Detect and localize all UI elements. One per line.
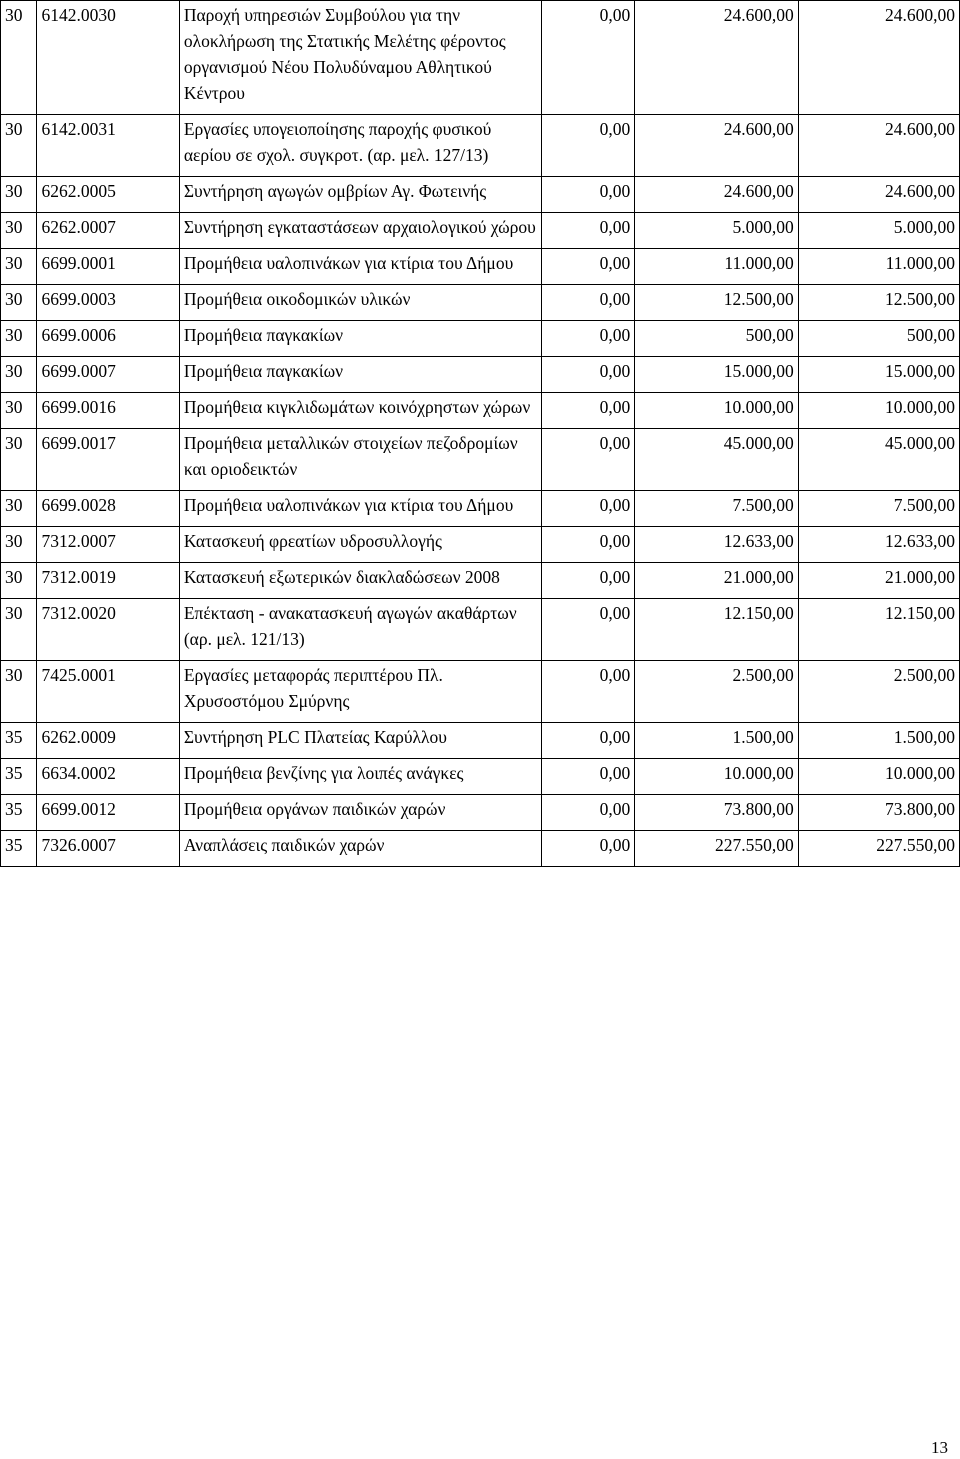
value-change: 12.500,00: [635, 285, 799, 321]
value-change: 7.500,00: [635, 491, 799, 527]
description: Προμήθεια παγκακίων: [179, 357, 541, 393]
description: Προμήθεια μεταλλικών στοιχείων πεζοδρομίων και οριοδεικτών: [179, 429, 541, 491]
value-change: 21.000,00: [635, 563, 799, 599]
account-code: 6142.0030: [37, 1, 179, 115]
value-initial: 0,00: [542, 285, 635, 321]
table-row: [1, 759, 960, 795]
value-final: 12.633,00: [798, 527, 959, 563]
value-change: 15.000,00: [635, 357, 799, 393]
value-initial: 0,00: [542, 795, 635, 831]
account-code: 6699.0017: [37, 429, 179, 491]
value-final: 45.000,00: [798, 429, 959, 491]
value-change: 12.633,00: [635, 527, 799, 563]
table-row: [1, 213, 960, 249]
value-final: 24.600,00: [798, 115, 959, 177]
department-code: 30: [1, 249, 37, 285]
value-final: 12.150,00: [798, 599, 959, 661]
budget-table-body: [1, 1, 960, 867]
table-row: [1, 177, 960, 213]
description: Παροχή υπηρεσιών Συμβούλου για την ολοκλήρωση της Στατικής Μελέτης φέροντος οργανισμού Νέου Πολυδύναμου Αθλητικού Κέντρου: [179, 1, 541, 115]
table-row: [1, 321, 960, 357]
account-code: 6699.0006: [37, 321, 179, 357]
value-final: 15.000,00: [798, 357, 959, 393]
department-code: 30: [1, 285, 37, 321]
value-initial: 0,00: [542, 1, 635, 115]
value-initial: 0,00: [542, 321, 635, 357]
table-row: [1, 599, 960, 661]
account-code: 6699.0007: [37, 357, 179, 393]
department-code: 30: [1, 661, 37, 723]
department-code: 35: [1, 831, 37, 867]
value-change: 1.500,00: [635, 723, 799, 759]
value-change: 227.550,00: [635, 831, 799, 867]
table-row: [1, 1, 960, 115]
department-code: 30: [1, 357, 37, 393]
account-code: 7425.0001: [37, 661, 179, 723]
table-row: [1, 563, 960, 599]
value-initial: 0,00: [542, 831, 635, 867]
account-code: 6262.0007: [37, 213, 179, 249]
value-initial: 0,00: [542, 213, 635, 249]
table-row: [1, 661, 960, 723]
account-code: 7312.0020: [37, 599, 179, 661]
value-final: 11.000,00: [798, 249, 959, 285]
value-initial: 0,00: [542, 723, 635, 759]
account-code: 6699.0001: [37, 249, 179, 285]
value-initial: 0,00: [542, 661, 635, 723]
value-initial: 0,00: [542, 115, 635, 177]
description: Προμήθεια οργάνων παιδικών χαρών: [179, 795, 541, 831]
department-code: 30: [1, 177, 37, 213]
description: Εργασίες υπογειοποίησης παροχής φυσικού αερίου σε σχολ. συγκροτ. (αρ. μελ. 127/13): [179, 115, 541, 177]
table-row: [1, 491, 960, 527]
description: Αναπλάσεις παιδικών χαρών: [179, 831, 541, 867]
department-code: 30: [1, 563, 37, 599]
value-initial: 0,00: [542, 429, 635, 491]
account-code: 6699.0028: [37, 491, 179, 527]
value-final: 24.600,00: [798, 1, 959, 115]
page-number: 13: [931, 1438, 948, 1457]
account-code: 7326.0007: [37, 831, 179, 867]
value-change: 10.000,00: [635, 759, 799, 795]
account-code: 6699.0012: [37, 795, 179, 831]
description: Κατασκευή εξωτερικών διακλαδώσεων 2008: [179, 563, 541, 599]
account-code: 6634.0002: [37, 759, 179, 795]
table-row: [1, 527, 960, 563]
department-code: 35: [1, 795, 37, 831]
value-initial: 0,00: [542, 177, 635, 213]
value-change: 12.150,00: [635, 599, 799, 661]
value-final: 24.600,00: [798, 177, 959, 213]
value-initial: 0,00: [542, 759, 635, 795]
table-row: [1, 249, 960, 285]
department-code: 30: [1, 491, 37, 527]
table-row: [1, 723, 960, 759]
description: Κατασκευή φρεατίων υδροσυλλογής: [179, 527, 541, 563]
value-initial: 0,00: [542, 599, 635, 661]
account-code: 6142.0031: [37, 115, 179, 177]
value-change: 11.000,00: [635, 249, 799, 285]
department-code: 30: [1, 213, 37, 249]
table-row: [1, 795, 960, 831]
value-change: 73.800,00: [635, 795, 799, 831]
value-final: 500,00: [798, 321, 959, 357]
value-final: 12.500,00: [798, 285, 959, 321]
account-code: 7312.0019: [37, 563, 179, 599]
table-row: [1, 115, 960, 177]
department-code: 30: [1, 1, 37, 115]
department-code: 30: [1, 599, 37, 661]
value-initial: 0,00: [542, 393, 635, 429]
account-code: 6262.0005: [37, 177, 179, 213]
value-final: 21.000,00: [798, 563, 959, 599]
value-initial: 0,00: [542, 563, 635, 599]
department-code: 35: [1, 723, 37, 759]
value-final: 10.000,00: [798, 393, 959, 429]
description: Προμήθεια οικοδομικών υλικών: [179, 285, 541, 321]
table-row: [1, 393, 960, 429]
value-change: 24.600,00: [635, 115, 799, 177]
description: Προμήθεια βενζίνης για λοιπές ανάγκες: [179, 759, 541, 795]
value-change: 45.000,00: [635, 429, 799, 491]
value-change: 24.600,00: [635, 177, 799, 213]
description: Προμήθεια υαλοπινάκων για κτίρια του Δήμου: [179, 491, 541, 527]
department-code: 35: [1, 759, 37, 795]
value-change: 5.000,00: [635, 213, 799, 249]
value-final: 2.500,00: [798, 661, 959, 723]
value-change: 2.500,00: [635, 661, 799, 723]
value-initial: 0,00: [542, 491, 635, 527]
department-code: 30: [1, 429, 37, 491]
table-row: [1, 285, 960, 321]
value-final: 73.800,00: [798, 795, 959, 831]
account-code: 6699.0016: [37, 393, 179, 429]
department-code: 30: [1, 393, 37, 429]
value-final: 1.500,00: [798, 723, 959, 759]
department-code: 30: [1, 321, 37, 357]
value-initial: 0,00: [542, 249, 635, 285]
department-code: 30: [1, 115, 37, 177]
value-change: 10.000,00: [635, 393, 799, 429]
description: Συντήρηση PLC Πλατείας Καρύλλου: [179, 723, 541, 759]
value-final: 5.000,00: [798, 213, 959, 249]
table-row: [1, 429, 960, 491]
account-code: 6699.0003: [37, 285, 179, 321]
description: Συντήρηση εγκαταστάσεων αρχαιολογικού χώρου: [179, 213, 541, 249]
value-change: 500,00: [635, 321, 799, 357]
description: Προμήθεια υαλοπινάκων για κτίρια του Δήμου: [179, 249, 541, 285]
description: Εργασίες μεταφοράς περιπτέρου Πλ. Χρυσοστόμου Σμύρνης: [179, 661, 541, 723]
table-row: [1, 831, 960, 867]
value-final: 7.500,00: [798, 491, 959, 527]
description: Επέκταση - ανακατασκευή αγωγών ακαθάρτων (αρ. μελ. 121/13): [179, 599, 541, 661]
description: Συντήρηση αγωγών ομβρίων Αγ. Φωτεινής: [179, 177, 541, 213]
description: Προμήθεια παγκακίων: [179, 321, 541, 357]
department-code: 30: [1, 527, 37, 563]
account-code: 6262.0009: [37, 723, 179, 759]
value-initial: 0,00: [542, 527, 635, 563]
table-row: [1, 357, 960, 393]
account-code: 7312.0007: [37, 527, 179, 563]
description: Προμήθεια κιγκλιδωμάτων κοινόχρηστων χώρων: [179, 393, 541, 429]
value-change: 24.600,00: [635, 1, 799, 115]
value-initial: 0,00: [542, 357, 635, 393]
value-final: 227.550,00: [798, 831, 959, 867]
value-final: 10.000,00: [798, 759, 959, 795]
